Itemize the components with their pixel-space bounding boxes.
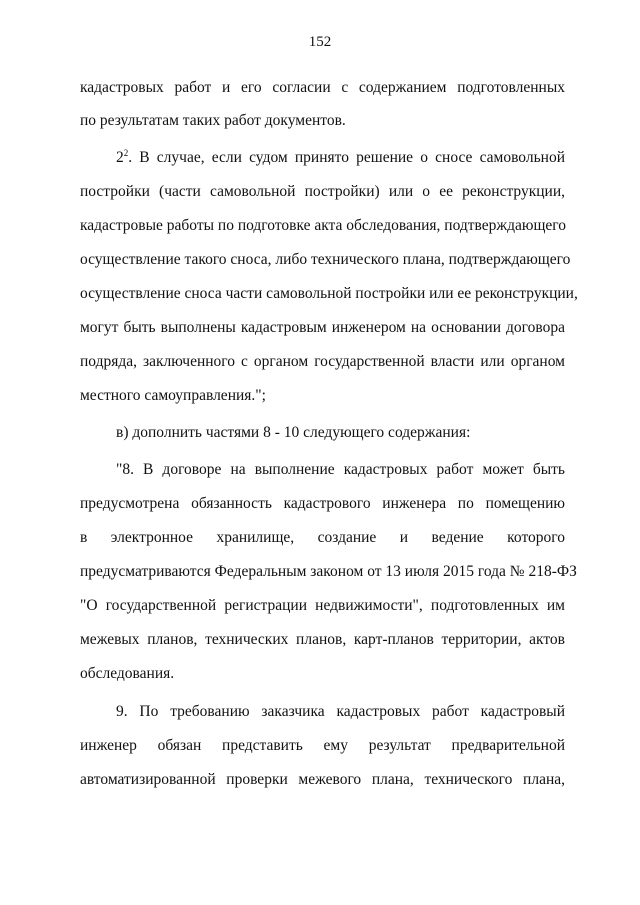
text-line: 9. По требованию заказчика кадастровых работ кадастровый [116,703,565,720]
clause-number: 2 [116,149,124,166]
text-line: межевых планов, технических планов, карт-планов территории, актов [80,631,565,648]
text-line: осуществление такого сноса, либо технического плана, подтверждающего [80,251,571,268]
text-line: местного самоуправления."; [80,387,266,404]
text-line: автоматизированной проверки межевого плана, технического плана, [80,771,565,788]
text-line: в электронное хранилище, создание и ведение которого [80,529,565,546]
text-line: в) дополнить частями 8 - 10 следующего содержания: [116,424,471,441]
text-segment: . В случае, если судом принято решение о сносе самовольной [128,149,565,166]
text-line [116,148,565,168]
text-line: подряда, заключенного с органом государственной власти или органом [80,353,565,370]
text-line: "О государственной регистрации недвижимости", подготовленных им [80,597,565,614]
text-line: кадастровых работ и его согласии с содержанием подготовленных [80,79,565,96]
text-line: предусматриваются Федеральным законом от 13 июля 2015 года № 218-ФЗ [80,563,577,580]
text-line: постройки (части самовольной постройки) или о ее реконструкции, [80,183,565,200]
text-line: осуществление сноса части самовольной постройки или ее реконструкции, [80,285,578,302]
text-line: могут быть выполнены кадастровым инженером на основании договора [80,319,565,336]
clause-superscript: 2 [123,148,129,158]
text-line: инженер обязан представить ему результат предварительной [80,737,565,754]
text-line: обследования. [80,665,175,682]
text-line: кадастровые работы по подготовке акта обследования, подтверждающего [80,217,567,234]
text-line: предусмотрена обязанность кадастрового инженера по помещению [80,495,565,512]
text-line: по результатам таких работ документов. [80,112,346,129]
page-number: 152 [308,34,332,50]
text-line: "8. В договоре на выполнение кадастровых работ может быть [116,461,565,478]
